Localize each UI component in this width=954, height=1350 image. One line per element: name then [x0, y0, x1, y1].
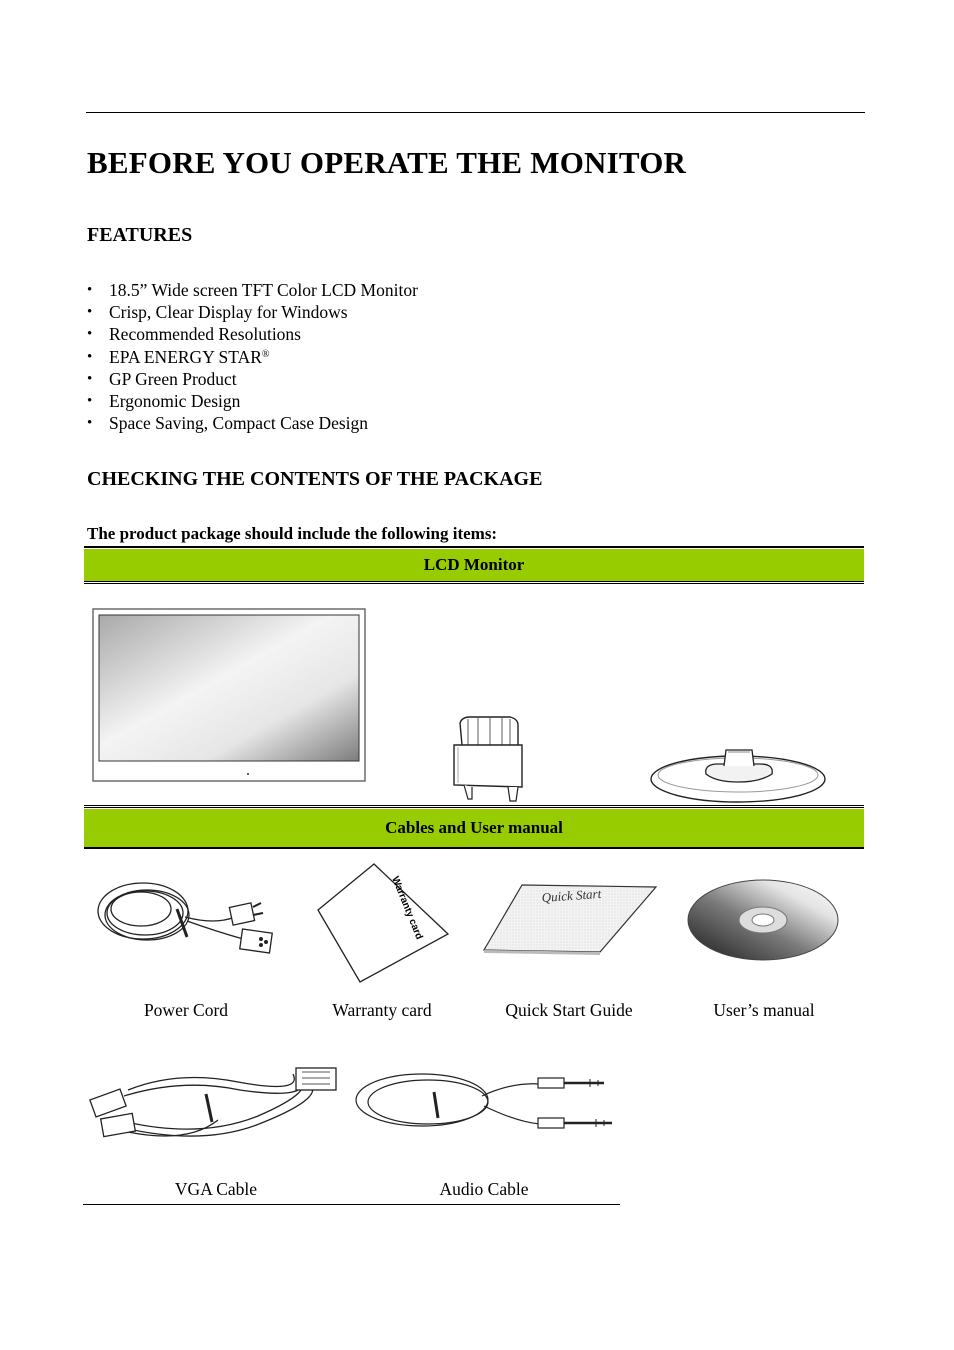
- list-item: [87, 279, 418, 301]
- feature-text: 18.5” Wide screen TFT Color LCD Monitor: [109, 280, 418, 300]
- package-heading: CHECKING THE CONTENTS OF THE PACKAGE: [87, 468, 543, 490]
- page-title: BEFORE YOU OPERATE THE MONITOR: [87, 145, 687, 180]
- stand-neck-image: [446, 715, 528, 803]
- features-heading: FEATURES: [87, 224, 193, 246]
- table-rule: [84, 807, 864, 808]
- warranty-card-image: [316, 862, 451, 984]
- feature-text: EPA ENERGY STAR: [109, 346, 262, 367]
- audio-cable-image: [352, 1066, 616, 1142]
- stand-base-image: [648, 744, 830, 804]
- list-item: [87, 412, 418, 434]
- power-cord-label: Power Cord: [143, 1000, 229, 1020]
- vga-cable-label: VGA Cable: [174, 1179, 258, 1199]
- feature-text: Space Saving, Compact Case Design: [109, 413, 369, 434]
- table-rule: [84, 847, 864, 849]
- lcd-monitor-band: LCD Monitor: [84, 549, 864, 581]
- header-rule: [86, 112, 865, 113]
- cd-disc-image: [686, 878, 841, 962]
- audio-cable-label: Audio Cable: [439, 1179, 529, 1199]
- list-item: [87, 301, 418, 323]
- feature-text: Crisp, Clear Display for Windows: [109, 302, 348, 323]
- warranty-card-label: Warranty card: [332, 1000, 432, 1020]
- table-rule: [84, 546, 864, 548]
- users-manual-label: User’s manual: [713, 1000, 815, 1020]
- list-item: [87, 368, 418, 390]
- feature-text: Ergonomic Design: [109, 390, 241, 411]
- registered-mark: ®: [261, 348, 270, 360]
- list-item: [87, 346, 418, 368]
- table-rule: [84, 805, 864, 806]
- table-rule: [83, 1204, 620, 1205]
- list-item: [87, 390, 418, 412]
- vga-cable-image: [88, 1060, 340, 1150]
- table-rule: [84, 581, 864, 582]
- features-list: [87, 279, 418, 434]
- feature-text: Recommended Resolutions: [109, 324, 301, 345]
- quick-start-text: Quick Start: [541, 885, 602, 905]
- cables-manual-band: Cables and User manual: [84, 809, 864, 847]
- feature-text: GP Green Product: [109, 368, 237, 389]
- list-item: [87, 323, 418, 345]
- quick-start-label: Quick Start Guide: [505, 1000, 633, 1020]
- table-rule: [84, 583, 864, 584]
- warranty-card-text: Warranty card: [389, 875, 425, 942]
- package-intro: The product package should include the following items:: [87, 524, 498, 543]
- quick-start-image: [482, 884, 658, 956]
- monitor-panel-image: [92, 608, 367, 783]
- power-cord-image: [95, 873, 285, 968]
